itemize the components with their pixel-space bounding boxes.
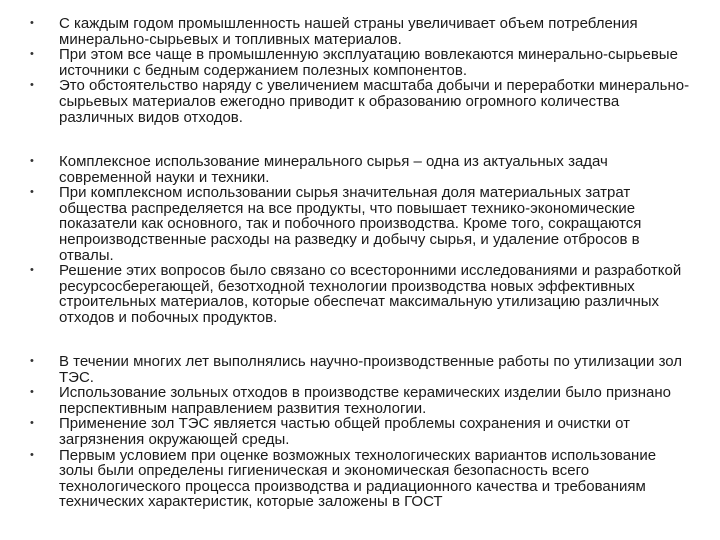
list-item-text: Использование зольных отходов в производстве керамических изделии было признано перспективным направлением развития технологии. bbox=[59, 384, 671, 417]
list-item bbox=[30, 448, 690, 510]
list-item-text: Комплексное использование минерального сырья – одна из актуальных задач современной науки и техники. bbox=[59, 153, 608, 186]
bullet-icon bbox=[30, 47, 40, 63]
bullet-group-1 bbox=[30, 16, 690, 125]
bullet-group-2 bbox=[30, 154, 690, 326]
list-item-text: При этом все чаще в промышленную эксплуатацию вовлекаются минерально-сырьевые источники с бедным содержанием полезных компонентов. bbox=[59, 46, 678, 79]
list-item bbox=[30, 416, 690, 447]
bullet-icon bbox=[30, 263, 40, 279]
list-item bbox=[30, 154, 690, 185]
list-item-text: Это обстоятельство наряду с увеличением масштаба добычи и переработки минерально-сырьевых материалов ежегодно приводит к образованию огромного количества различных видов отходов. bbox=[59, 77, 690, 126]
list-item-text: При комплексном использовании сырья значительная доля материальных затрат общества распределяется на все продукты, что повышает технико-экономические показатели как основного, так и побочного производства. Кроме того, сокращаются непроизводственные расходы на разведку и добычу сырья, и удаление отбросов в отвалы. bbox=[59, 184, 642, 264]
list-item bbox=[30, 185, 690, 263]
bullet-icon bbox=[30, 185, 40, 201]
bullet-icon bbox=[30, 416, 40, 432]
list-item-text: В течении многих лет выполнялись научно-производственные работы по утилизации зол ТЭС. bbox=[59, 353, 683, 386]
list-item-text: С каждым годом промышленность нашей страны увеличивает объем потребления минерально-сырьевых и топливных материалов. bbox=[59, 15, 638, 48]
list-item bbox=[30, 263, 690, 325]
bullet-group-3 bbox=[30, 354, 690, 510]
bullet-icon bbox=[30, 16, 40, 32]
list-item bbox=[30, 385, 690, 416]
list-item bbox=[30, 354, 690, 385]
list-item bbox=[30, 47, 690, 78]
list-item-text: Применение зол ТЭС является частью общей проблемы сохранения и очистки от загрязнения окружающей среды. bbox=[59, 415, 631, 448]
bullet-icon bbox=[30, 154, 40, 170]
bullet-icon bbox=[30, 354, 40, 370]
list-item-text: Решение этих вопросов было связано со всесторонними исследованиями и разработкой ресурсосберегающей, безотходной технологии производства новых эффективных строительных материалов, которые обеспечат максимальную утилизацию различных отходов и побочных продуктов. bbox=[59, 262, 682, 326]
bullet-icon bbox=[30, 385, 40, 401]
list-item-text: Первым условием при оценке возможных технологических вариантов использование золы были определены гигиеническая и экономическая безопасность всего технологического процесса производства и радиационного качества и требованиям технических характеристик, которые заложены в ГОСТ bbox=[59, 446, 657, 511]
bullet-icon bbox=[30, 78, 40, 94]
bullet-icon bbox=[30, 448, 40, 464]
list-item bbox=[30, 78, 690, 125]
list-item bbox=[30, 16, 690, 47]
